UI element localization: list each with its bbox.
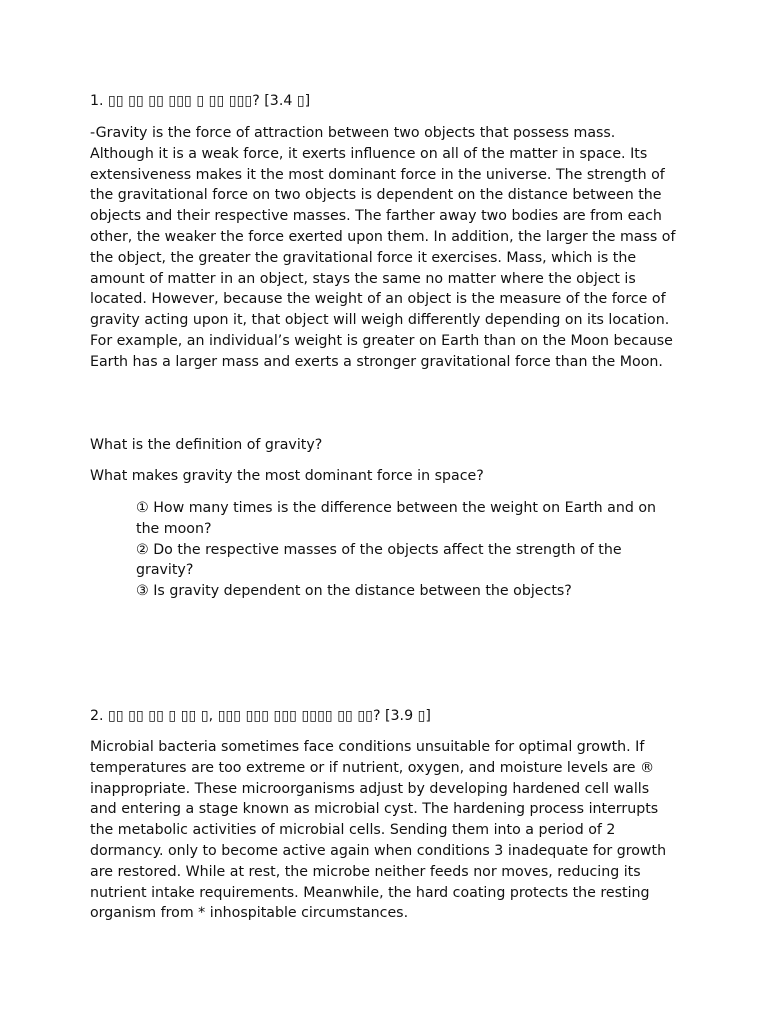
question-1-prompt-definition: What is the definition of gravity? bbox=[90, 437, 323, 453]
option-1: ① How many times is the difference between the weight on Earth and on the moon? bbox=[136, 500, 657, 537]
question-1-prompt-dominant: What makes gravity the most dominant force in space? bbox=[90, 468, 484, 484]
option-3: ③ Is gravity dependent on the distance between the objects? bbox=[136, 583, 572, 600]
option-2: ② Do the respective masses of the objects affect the strength of the gravity? bbox=[136, 541, 622, 579]
question-2-passage: Microbial bacteria sometimes face conditions unsuitable for optimal growth. If temperatures are too extreme or if nutrient, oxygen, and moisture levels are ® inappropriate. These microorganisms adjust by developing hardened cell walls and entering a stage known as microbial cyst. The hardening process interrupts the metabolic activities of microbial cells. Sending them into a period of 2 dormancy. only to become active again when conditions 3 inadequate for growth are restored. While at rest, the microbe neither feeds nor moves, reducing its nutrient intake requirements. Meanwhile, the hard coating protects the resting organism from * inhospitable circumstances. bbox=[90, 739, 667, 922]
question-1-options bbox=[136, 498, 676, 602]
question-1-passage: -Gravity is the force of attraction between two objects that possess mass. Although it is a weak force, it exerts influence on all of the matter in space. Its extensiveness makes it the most dominant force in the universe. The strength of the gravitational force on two objects is dependent on the distance between the objects and their respective masses. The farther away two bodies are from each other, the weaker the force exerted upon them. In addition, the larger the mass of the object, the greater the gravitational force it exercises. Mass, which is the amount of matter in an object, stays the same no matter where the object is located. However, because the weight of an object is the measure of the force of gravity acting upon it, that object will weigh differently depending on its location. For example, an individual’s weight is greater on Earth than on the Moon because Earth has a larger mass and exerts a stronger gravitational force than the Moon. bbox=[90, 125, 676, 370]
question-2-title: 2. ▯▯ ▯▯ ▯▯ ▯ ▯▯ ▯, ▯▯▯ ▯▯▯ ▯▯▯ ▯▯▯▯ ▯▯ ▯▯? [3.9 ▯] bbox=[90, 708, 431, 724]
question-1-title: 1. ▯▯ ▯▯ ▯▯ ▯▯▯ ▯ ▯▯ ▯▯▯? [3.4 ▯] bbox=[90, 93, 311, 109]
